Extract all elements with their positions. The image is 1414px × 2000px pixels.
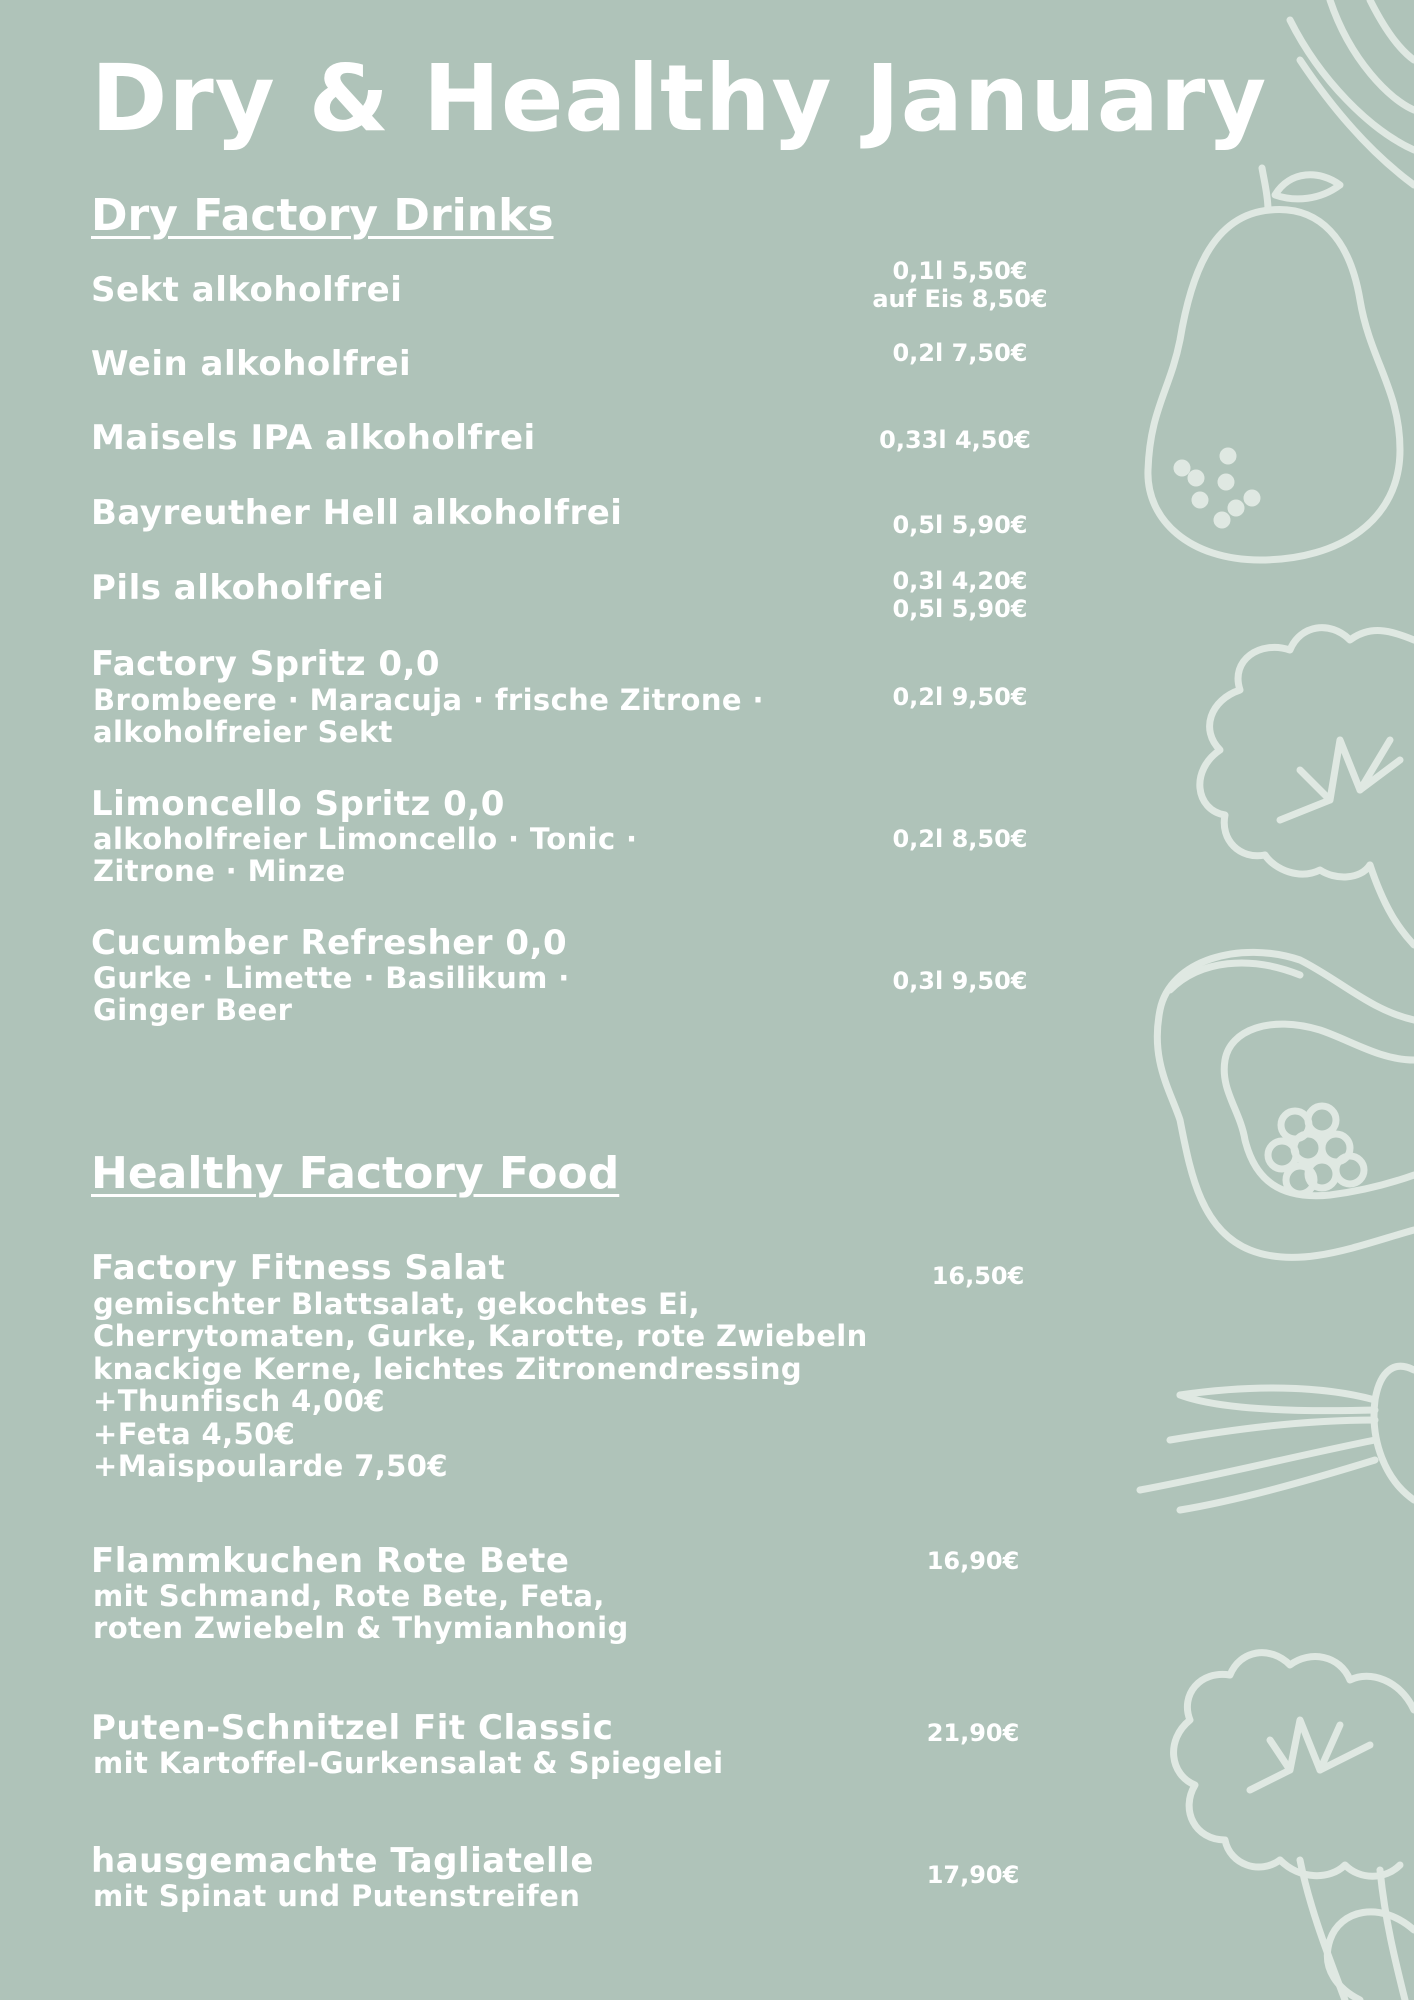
drink-name: Wein alkoholfrei bbox=[91, 344, 412, 384]
drink-name: Factory Spritz 0,0 bbox=[91, 644, 441, 684]
food-description: mit Kartoffel-Gurkensalat & Spiegelei bbox=[93, 1746, 724, 1780]
food-name: Flammkuchen Rote Bete bbox=[91, 1541, 570, 1581]
drink-description: Gurke · Limette · Basilikum · Ginger Beer bbox=[93, 961, 570, 1028]
page-title: Dry & Healthy January bbox=[91, 45, 1268, 152]
drink-name: Cucumber Refresher 0,0 bbox=[91, 923, 568, 963]
food-name: Puten-Schnitzel Fit Classic bbox=[91, 1708, 614, 1748]
drink-price: 0,3l 4,20€ 0,5l 5,90€ bbox=[892, 567, 1028, 623]
drink-price: 0,2l 9,50€ bbox=[892, 683, 1028, 711]
drink-price: 0,3l 9,50€ bbox=[892, 967, 1028, 995]
drink-price: 0,33l 4,50€ bbox=[879, 426, 1031, 454]
food-price: 16,90€ bbox=[926, 1547, 1020, 1575]
drink-description: alkoholfreier Limoncello · Tonic · Zitrone · Minze bbox=[93, 822, 638, 889]
drink-name: Sekt alkoholfrei bbox=[91, 270, 403, 310]
food-price: 21,90€ bbox=[926, 1719, 1020, 1747]
drink-price: 0,2l 8,50€ bbox=[892, 825, 1028, 853]
drink-name: Limoncello Spritz 0,0 bbox=[91, 784, 505, 824]
drinks-heading: Dry Factory Drinks bbox=[91, 190, 554, 241]
drink-name: Pils alkoholfrei bbox=[91, 568, 385, 608]
drink-name: Maisels IPA alkoholfrei bbox=[91, 418, 536, 458]
papaya-icon bbox=[1157, 952, 1414, 1257]
food-description: mit Schmand, Rote Bete, Feta, roten Zwiebeln & Thymianhonig bbox=[93, 1579, 629, 1646]
food-name: hausgemachte Tagliatelle bbox=[91, 1841, 594, 1881]
leaf-icon bbox=[1290, 0, 1414, 185]
food-price: 17,90€ bbox=[926, 1861, 1020, 1889]
food-price: 16,50€ bbox=[931, 1262, 1025, 1290]
drink-name: Bayreuther Hell alkoholfrei bbox=[91, 493, 623, 533]
drink-description: Brombeere · Maracuja · frische Zitrone · alkoholfreier Sekt bbox=[93, 683, 764, 750]
drink-price: 0,1l 5,50€ auf Eis 8,50€ bbox=[872, 257, 1048, 313]
broccoli-icon bbox=[1174, 1653, 1414, 2000]
drink-price: 0,2l 7,50€ bbox=[892, 339, 1028, 367]
pear-icon bbox=[1148, 168, 1400, 560]
food-description: mit Spinat und Putenstreifen bbox=[93, 1879, 581, 1913]
food-heading: Healthy Factory Food bbox=[91, 1148, 620, 1199]
broccoli-icon bbox=[1200, 628, 1414, 945]
drink-price: 0,5l 5,90€ bbox=[892, 511, 1028, 539]
carrot-icon bbox=[1140, 1366, 1414, 1510]
food-description: gemischter Blattsalat, gekochtes Ei, Cherrytomaten, Gurke, Karotte, rote Zwiebeln knackige Kerne, leichtes Zitronendressing +Thunfisch 4,00€ +Feta 4,50€ +Maispoularde 7,50€ bbox=[93, 1287, 868, 1484]
food-name: Factory Fitness Salat bbox=[91, 1248, 506, 1288]
